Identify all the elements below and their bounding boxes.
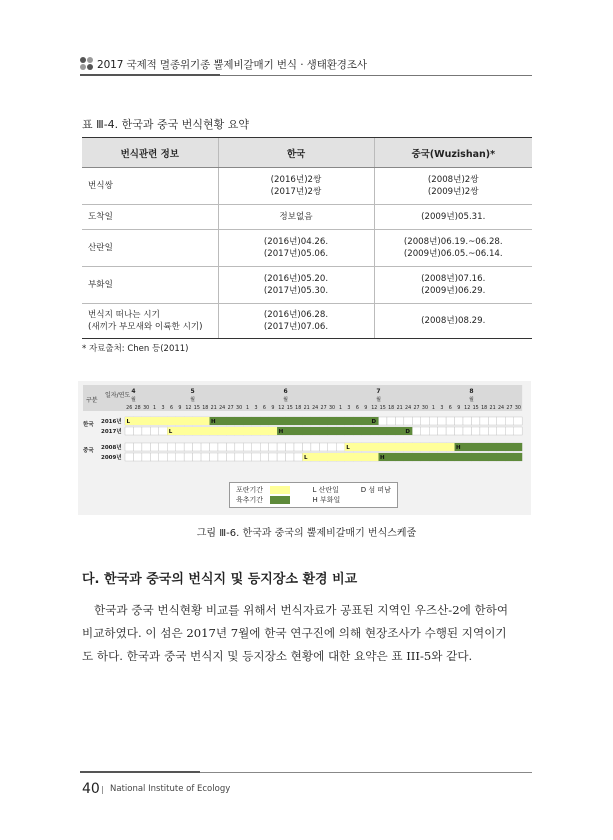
table-row [82,267,532,304]
grid-cell [438,427,446,435]
grid-cell [480,417,488,425]
group-label: 중국 [83,448,94,454]
section-paragraph [82,599,534,668]
grid-cell [438,417,446,425]
table-row [82,304,532,339]
grid-cell [201,443,209,451]
event-marker: L [126,419,131,425]
grid-cell [311,443,319,451]
day-tick-label: 1 [153,406,157,411]
grid-cell [505,427,513,435]
day-tick-label: 21 [303,406,310,411]
legend-hatching-label: H 부화일 [312,496,341,504]
header-logo-icon [80,57,94,71]
grid-cell [159,443,167,451]
grid-cell [497,417,505,425]
legend-incubation-swatch [270,486,290,494]
row-label: 산란일 [82,230,218,267]
footer-rule-accent [80,771,200,773]
grid-cell [421,427,429,435]
grid-cell [142,443,150,451]
grid-cell [252,443,260,451]
day-tick-label: 28 [134,406,141,411]
day-tick-label: 6 [448,406,452,411]
section-title: 다. 한국과 중국의 번식지 및 등지장소 환경 비교 [82,572,358,587]
grid-cell [446,417,454,425]
day-tick-label: 18 [481,406,488,411]
day-tick-label: 15 [193,406,200,411]
event-marker: H [380,455,385,461]
month-number: 7 [376,388,381,395]
grid-cell [429,427,437,435]
row-year-label: 2017년 [101,429,122,435]
paragraph-line: 한국과 중국 번식현황 비교를 위해서 번식자료가 공표된 지역인 우즈산-2에 한하여 [94,603,509,617]
grid-cell [167,453,175,461]
incubation-bar [302,453,378,461]
day-tick-label: 21 [210,406,217,411]
month-number: 4 [131,388,136,395]
grid-cell [488,417,496,425]
day-tick-label: 24 [405,406,412,411]
grid-cell [455,427,463,435]
grid-cell [176,453,184,461]
rearing-bar [455,443,523,451]
grid-cell [379,417,387,425]
day-tick-label: 3 [161,406,165,411]
grid-cell [480,427,488,435]
grid-cell [252,453,260,461]
grid-cell [210,453,218,461]
table-row [82,230,532,267]
grid-cell [387,417,395,425]
row-year-label: 2016년 [101,419,122,425]
day-tick-label: 9 [271,406,275,411]
row-year-label: 2009년 [101,455,122,461]
month-label: 월 [283,397,288,403]
grid-cell [412,417,420,425]
col-group-label: 구분 [86,397,98,404]
header-korea: 한국 [218,138,374,168]
event-marker: D [371,419,377,425]
schedule-legend [229,482,398,508]
korea-cell: (2016년)2쌍 (2017년)2쌍 [218,168,374,205]
legend-rearing-label: 육추기간 [236,496,264,504]
grid-cell [412,427,420,435]
group-label: 한국 [83,422,94,428]
day-tick-label: 30 [514,406,521,411]
event-marker: D [405,429,410,435]
incubation-bar [125,417,210,425]
grid-cell [125,453,133,461]
grid-cell [193,453,201,461]
day-tick-label: 21 [396,406,403,411]
grid-cell [286,443,294,451]
grid-cell [176,443,184,451]
grid-cell [471,417,479,425]
grid-cell [167,443,175,451]
china-cell: (2008년)2쌍 (2009년)2쌍 [374,168,532,205]
figure-caption: 그림 Ⅲ-6. 한국과 중국의 뿔제비갈매기 번식스케줄 [196,528,417,539]
day-tick-label: 1 [245,406,250,411]
day-tick-label: 12 [278,406,285,411]
day-tick-label: 12 [185,406,192,411]
day-tick-label: 3 [254,406,258,411]
grid-cell [235,453,243,461]
grid-cell [184,453,192,461]
rearing-bar [277,427,412,435]
korea-cell: (2016년)06.28. (2017년)07.06. [218,304,374,339]
grid-cell [395,417,403,425]
event-marker: L [168,429,173,435]
grid-cell [201,453,209,461]
footer-organization: National Institute of Ecology [110,784,231,794]
day-tick-label: 21 [489,406,496,411]
grid-cell [336,443,344,451]
grid-cell [328,443,336,451]
china-cell: (2009년)05.31. [374,205,532,230]
grid-cell [218,453,226,461]
table-caption: 표 Ⅲ-4. 한국과 중국 번식현황 요약 [82,118,250,131]
day-tick-label: 1 [338,406,343,411]
day-tick-label: 15 [472,406,479,411]
grid-cell [302,443,310,451]
row-label: 번식지 떠나는 시기 (새끼가 부모새와 이륙한 시기) [82,304,218,339]
paragraph-line: 비교하였다. 이 섬은 2017년 7월에 한국 연구진에 의해 현장조사가 수행된 지역이기 [82,626,507,640]
legend-laying-label: L 산란일 [312,486,339,494]
grid-cell [150,453,158,461]
grid-cell [429,417,437,425]
legend-rearing-swatch [270,496,290,504]
day-tick-label: 12 [464,406,471,411]
day-tick-label: 3 [347,406,351,411]
day-tick-label: 1 [431,406,435,411]
day-tick-label: 12 [371,406,378,411]
month-label: 월 [190,397,196,403]
grid-cell [463,417,471,425]
month-label: 월 [469,397,474,403]
grid-cell [159,427,167,435]
footer-separator: | [101,785,104,794]
grid-cell [125,443,133,451]
grid-cell [260,453,268,461]
event-marker: H [456,445,461,451]
grid-cell [243,443,251,451]
grid-cell [286,453,294,461]
day-tick-label: 26 [126,406,133,411]
incubation-bar [345,443,455,451]
incubation-bar [167,427,277,435]
day-tick-label: 3 [440,406,444,411]
row-label: 번식쌍 [82,168,218,205]
day-tick-label: 6 [355,406,359,411]
day-tick-label: 30 [421,406,429,411]
header-china: 중국(Wuzishan)* [374,138,532,168]
grid-cell [159,453,167,461]
row-label: 부화일 [82,267,218,304]
grid-cell [277,453,285,461]
grid-cell [269,453,277,461]
grid-cell [184,443,192,451]
day-tick-label: 18 [388,406,395,411]
breeding-schedule-chart [83,385,528,469]
china-cell: (2008년)08.29. [374,304,532,339]
legend-incubation-label: 포란기간 [236,486,264,494]
legend-leaving-label: D 섬 떠남 [360,486,391,494]
event-marker: H [278,429,284,435]
grid-cell [455,417,463,425]
event-marker: L [303,455,308,461]
day-tick-label: 30 [236,406,243,411]
paragraph-line: 도 하다. 한국과 중국 번식지 및 등지장소 현황에 대한 요약은 표 III-5와 같다. [82,649,473,663]
running-header-title: 2017 국제적 멸종위기종 뿔제비갈매기 번식 · 생태환경조사 [97,59,367,71]
month-number: 6 [283,388,288,395]
grid-cell [133,443,141,451]
month-number: 8 [469,388,474,395]
day-tick-label: 27 [506,406,513,411]
grid-cell [404,417,412,425]
grid-cell [514,427,522,435]
grid-cell [319,443,327,451]
day-tick-label: 24 [497,406,505,411]
grid-cell [142,427,150,435]
table-header-row [82,138,532,168]
grid-cell [142,453,150,461]
day-tick-label: 9 [457,406,461,411]
china-cell: (2008년)07.16. (2009년)06.29. [374,267,532,304]
korea-cell: 정보없음 [218,205,374,230]
rearing-bar [379,453,523,461]
day-tick-label: 24 [219,406,226,411]
day-tick-label: 27 [227,406,234,411]
event-marker: L [346,445,350,451]
month-label: 월 [131,397,136,403]
table-row [82,205,532,230]
row-year-label: 2008년 [101,445,122,451]
grid-cell [488,427,496,435]
grid-cell [294,453,302,461]
grid-cell [218,443,226,451]
grid-cell [260,443,268,451]
month-label: 월 [376,397,381,403]
day-tick-label: 30 [328,406,336,411]
grid-cell [210,443,218,451]
grid-cell [505,417,513,425]
korea-cell: (2016년)04.26. (2017년)05.06. [218,230,374,267]
header-rule-accent [80,74,220,76]
grid-cell [421,417,429,425]
grid-cell [463,427,471,435]
grid-cell [133,453,141,461]
china-cell: (2008년)06.19.~06.28. (2009년)06.05.~06.14. [374,230,532,267]
grid-cell [514,417,522,425]
event-marker: H [211,419,216,425]
table-row [82,168,532,205]
grid-cell [193,443,201,451]
grid-cell [446,427,454,435]
grid-cell [471,427,479,435]
grid-cell [294,443,302,451]
day-tick-label: 6 [169,406,174,411]
grid-cell [277,443,285,451]
page-number: 40 [82,781,100,797]
grid-cell [226,453,234,461]
rearing-bar [210,417,379,425]
day-tick-label: 15 [379,406,386,411]
day-tick-label: 6 [262,406,266,411]
day-tick-label: 18 [295,406,302,411]
grid-cell [269,443,277,451]
day-tick-label: 9 [178,406,182,411]
day-tick-label: 24 [312,406,319,411]
day-tick-label: 27 [413,406,420,411]
col-year-label: 일자/연도 [105,392,131,399]
grid-cell [243,453,251,461]
grid-cell [133,427,141,435]
grid-cell [235,443,243,451]
grid-cell [150,443,158,451]
day-tick-label: 18 [202,406,209,411]
grid-cell [226,443,234,451]
breeding-summary-table [82,137,532,339]
day-tick-label: 30 [143,406,150,411]
day-tick-label: 9 [364,406,368,411]
grid-cell [125,427,133,435]
table-source-note: * 자료출처: Chen 등(2011) [82,344,189,354]
korea-cell: (2016년)05.20. (2017년)05.30. [218,267,374,304]
row-label: 도착일 [82,205,218,230]
grid-cell [497,427,505,435]
day-tick-label: 27 [320,406,327,411]
header-info: 번식관련 정보 [82,138,218,168]
day-tick-label: 15 [286,406,293,411]
month-number: 5 [190,388,195,395]
grid-cell [150,427,158,435]
